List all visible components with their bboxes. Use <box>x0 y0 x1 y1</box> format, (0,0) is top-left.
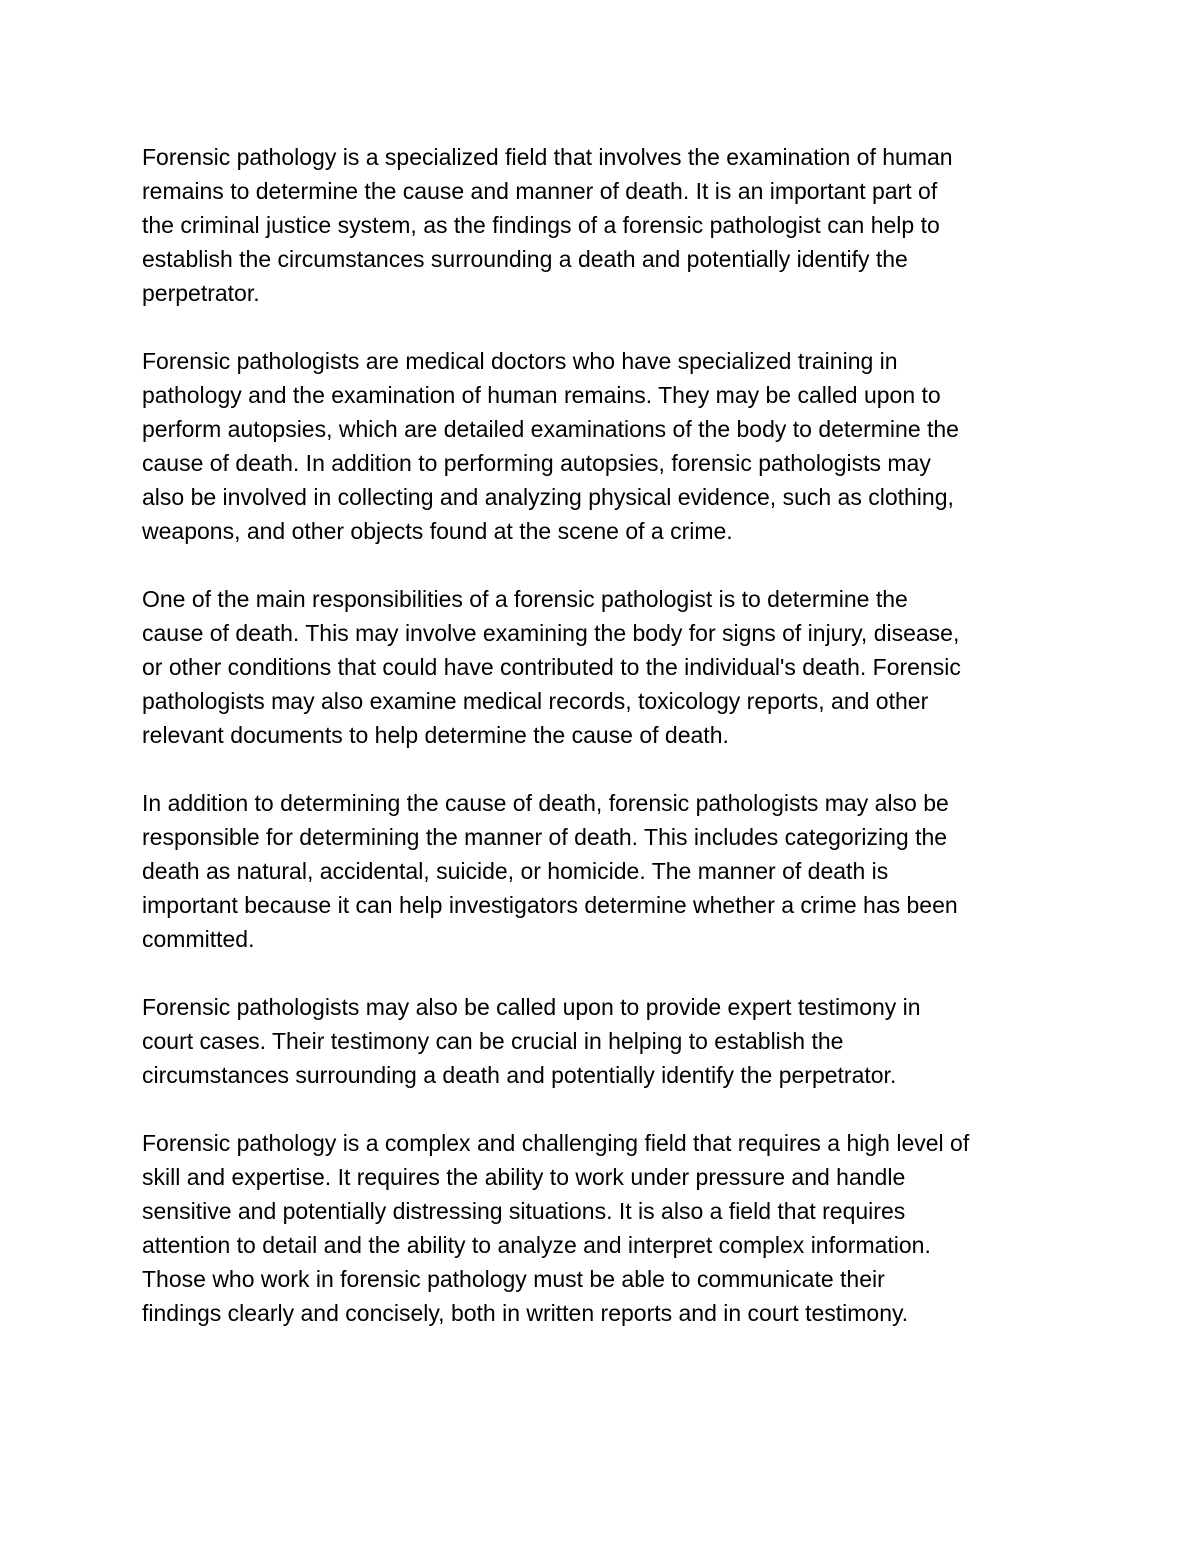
text-line: remains to determine the cause and manner of death. It is an important part of <box>142 178 938 204</box>
text-line: cause of death. In addition to performing autopsies, forensic pathologists may <box>142 450 931 476</box>
paragraph-3 <box>142 582 1072 752</box>
text-line: important because it can help investigators determine whether a crime has been <box>142 892 958 918</box>
text-line: pathology and the examination of human remains. They may be called upon to <box>142 382 941 408</box>
text-line: Forensic pathologists may also be called upon to provide expert testimony in <box>142 994 921 1020</box>
text-line: pathologists may also examine medical records, toxicology reports, and other <box>142 688 929 714</box>
paragraph-4 <box>142 786 1072 956</box>
text-line: cause of death. This may involve examining the body for signs of injury, disease, <box>142 620 960 646</box>
text-line: committed. <box>142 926 255 952</box>
text-line: the criminal justice system, as the findings of a forensic pathologist can help to <box>142 212 940 238</box>
text-line: findings clearly and concisely, both in written reports and in court testimony. <box>142 1300 909 1326</box>
text-line: relevant documents to help determine the cause of death. <box>142 722 729 748</box>
text-line: sensitive and potentially distressing situations. It is also a field that requires <box>142 1198 906 1224</box>
text-line: attention to detail and the ability to analyze and interpret complex information. <box>142 1232 931 1258</box>
text-line: perpetrator. <box>142 280 260 306</box>
paragraph-2 <box>142 344 1072 548</box>
text-line: Forensic pathologists are medical doctors who have specialized training in <box>142 348 898 374</box>
text-line: circumstances surrounding a death and potentially identify the perpetrator. <box>142 1062 897 1088</box>
paragraph-6 <box>142 1126 1072 1330</box>
text-line: One of the main responsibilities of a forensic pathologist is to determine the <box>142 586 908 612</box>
text-line: perform autopsies, which are detailed examinations of the body to determine the <box>142 416 959 442</box>
text-line: Forensic pathology is a specialized field that involves the examination of human <box>142 144 953 170</box>
text-line: death as natural, accidental, suicide, or homicide. The manner of death is <box>142 858 889 884</box>
text-line: also be involved in collecting and analyzing physical evidence, such as clothing, <box>142 484 954 510</box>
paragraph-5 <box>142 990 1072 1092</box>
text-line: or other conditions that could have contributed to the individual's death. Forensic <box>142 654 961 680</box>
text-line: Forensic pathology is a complex and challenging field that requires a high level of <box>142 1130 970 1156</box>
text-line: court cases. Their testimony can be crucial in helping to establish the <box>142 1028 844 1054</box>
text-line: Those who work in forensic pathology must be able to communicate their <box>142 1266 885 1292</box>
text-line: In addition to determining the cause of death, forensic pathologists may also be <box>142 790 949 816</box>
document-body <box>142 140 1072 1364</box>
text-line: establish the circumstances surrounding a death and potentially identify the <box>142 246 908 272</box>
text-line: responsible for determining the manner of death. This includes categorizing the <box>142 824 948 850</box>
paragraph-1 <box>142 140 1072 310</box>
text-line: skill and expertise. It requires the ability to work under pressure and handle <box>142 1164 906 1190</box>
text-line: weapons, and other objects found at the scene of a crime. <box>142 518 733 544</box>
